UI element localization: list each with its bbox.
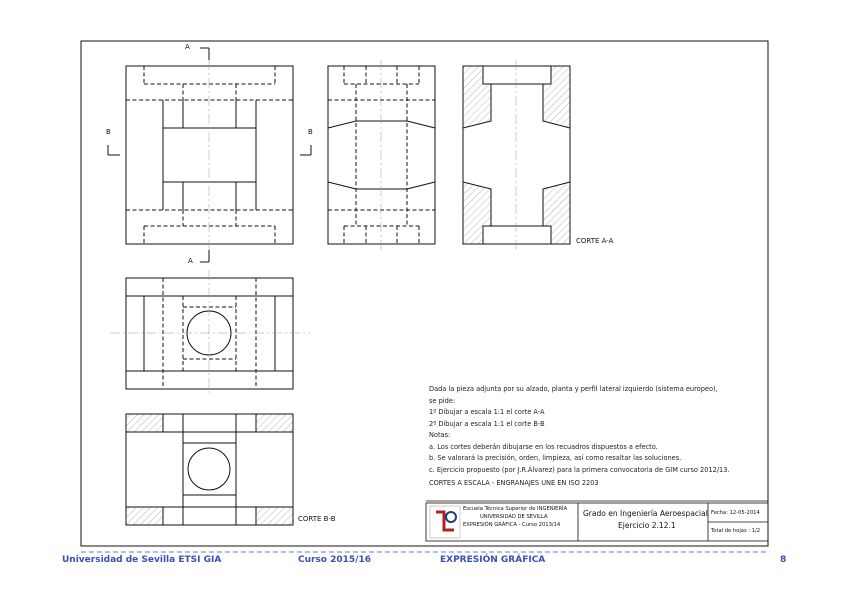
front-view [126, 66, 293, 244]
task-1: 1º Dibujar a escala 1:1 el corte A-A [429, 408, 545, 416]
school-line-1: Escuela Técnica Superior de INGENIERÍA [463, 506, 568, 512]
footer-university: Universidad de Sevilla ETSI GIA [62, 555, 222, 565]
cut-label-a-bottom: A [188, 257, 193, 265]
section-b-b [126, 414, 293, 525]
exercise-statement [429, 384, 769, 490]
intro-line-1: Dada la pieza adjunta por su alzado, planta y perfil lateral izquierdo (sistema europeo), [429, 385, 718, 393]
intro-line-2: se pide: [429, 396, 456, 405]
notes-heading: Notas: [429, 431, 451, 439]
footer-page-number: 8 [780, 555, 787, 565]
top-view [110, 270, 310, 396]
footer-subject: EXPRESIÓN GRÁFICA [440, 555, 546, 565]
footer-course: Curso 2015/16 [298, 555, 371, 565]
side-view [328, 60, 435, 250]
note-a: a. Los cortes deberán dibujarse en los recuadros dispuestos a efecto. [429, 442, 658, 451]
sheets-field: Total de hojas : 1/2 [711, 528, 761, 534]
section-label-a-a: CORTE A-A [576, 237, 614, 245]
cut-plane-b-marks [108, 145, 311, 155]
exercise-number: Ejercicio 2.12.1 [618, 521, 676, 530]
task-2: 2º Dibujar a escala 1:1 el corte B-B [429, 419, 545, 428]
note-c: c. Ejercicio propuesto (por J.R.Álvarez) para la primera convocatoria de GIM curso 2012/13. [429, 465, 730, 474]
cut-plane-a-marks [200, 48, 209, 262]
date-field: Fecha: 12-05-2014 [711, 510, 760, 516]
cut-label-a-top: A [185, 43, 190, 51]
degree-title: Grado en Ingeniería Aeroespacial [583, 509, 708, 518]
note-b: b. Se valorará la precisión, orden, limpieza, así como resaltar las soluciones. [429, 454, 682, 462]
scale-note: CORTES A ESCALA - ENGRANAJES UNE EN ISO 2203 [429, 479, 599, 487]
section-label-b-b: CORTE B-B [298, 515, 336, 523]
school-line-3: EXPRESIÓN GRÁFICA - Curso 2013/14 [463, 522, 561, 528]
page-footer [0, 555, 848, 575]
cut-label-b-right: B [308, 128, 313, 136]
school-line-2: UNIVERSIDAD DE SEVILLA [480, 514, 548, 520]
title-block-logo [430, 506, 460, 538]
section-a-a [463, 60, 570, 250]
cut-label-b-left: B [106, 128, 111, 136]
